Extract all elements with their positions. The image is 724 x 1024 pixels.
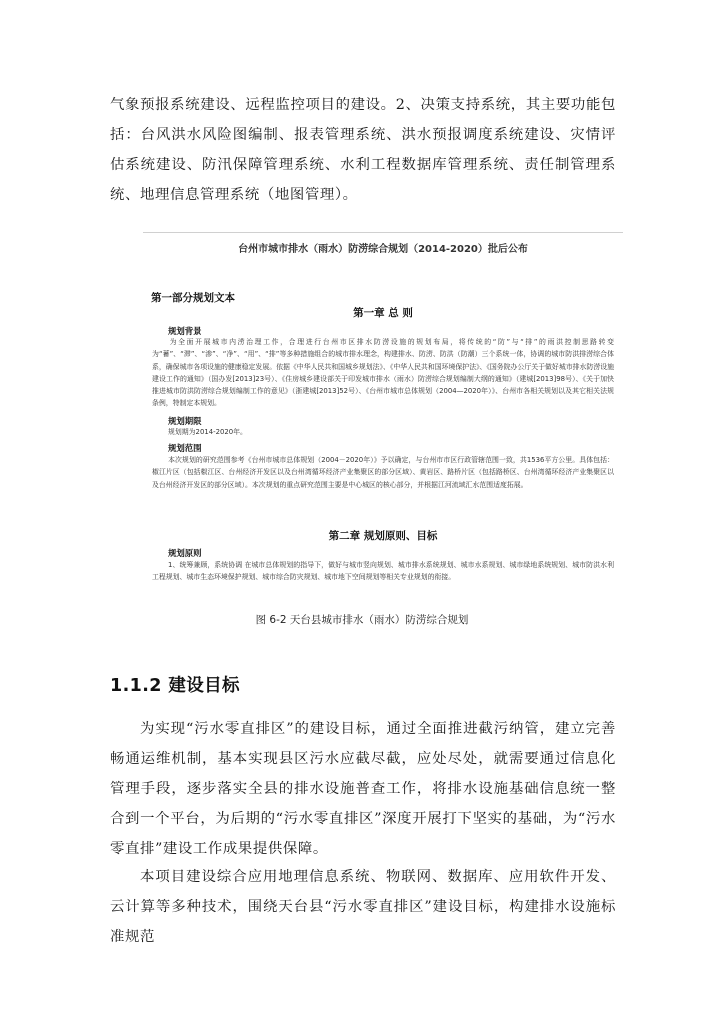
- embedded-plan-figure: [143, 232, 623, 604]
- principle-text: [152, 559, 614, 584]
- period-text: [152, 426, 614, 438]
- period-heading: 规划期限: [168, 416, 202, 426]
- paragraph-goal: 为实现“污水零直排区”的建设目标，通过全面推进截污纳管，建立完善畅通运维机制，基本实现县区污水应截尽截，应处尽处，就需要通过信息化管理手段，逐步落实全县的排水设施普查工作，将排水设施基础信息统一整合到一个平台，为后期的“污水零直排区”深度开展打下坚实的基础，为“污水零直排”建设工作成果提供保障。: [110, 721, 616, 857]
- section-number: 1.1.2: [110, 676, 162, 696]
- section-title: 建设目标: [168, 676, 240, 696]
- background-heading: 规划背景: [168, 326, 202, 336]
- paragraph-build: 本项目建设综合应用地理信息系统、物联网、数据库、应用软件开发、云计算等多种技术，围绕天台县“污水零直排区”建设目标，构建排水设施标准规范: [110, 869, 616, 945]
- principle-text-content: 1、统筹兼顾，系统协调 在城市总体规划的指导下，做好与城市竖向规划、城市排水系统规划、城市水系规划、城市绿地系统规划、城市防洪水利工程规划、城市生态环境保护规划、城市综合防灾规划、城市地下空间规划等相关专业规划的衔接。: [152, 561, 614, 582]
- period-text-content: 规划期为2014-2020年。: [168, 428, 247, 436]
- scope-text-content: 本次规划的研究范围参考《台州市城市总体规划（2004－2020年）》予以确定，与台州市市区行政管辖范围一致，共1536平方公里。具体包括：椒江片区（包括椒江区、台州经济开发区以及台州湾循环经济产业集聚区的部分区域）、黄岩区、路桥片区（包括路桥区、台州湾循环经济产业集聚区以及台州经济开发区的部分区域）。本次规划的重点研究范围主要是中心城区的核心部分，并根据江河流域汇水范围适度拓展。: [152, 456, 614, 489]
- chapter-2-heading: 第二章 规划原则、目标: [328, 530, 438, 542]
- section-heading: [110, 672, 240, 697]
- principle-heading: 规划原则: [168, 548, 202, 558]
- scope-heading: 规划范围: [168, 443, 202, 453]
- figure-top-rule: [143, 232, 623, 233]
- intro-paragraph: 气象预报系统建设、远程监控项目的建设。2、决策支持系统，其主要功能包括：台风洪水风险图编制、报表管理系统、洪水预报调度系统建设、灾情评估系统建设、防汛保障管理系统、水利工程数据库管理系统、责任制管理系统、地理信息管理系统（地图管理）。: [110, 97, 616, 203]
- figure-title: 台州市城市排水（雨水）防涝综合规划（2014-2020）批后公布: [238, 244, 528, 255]
- chapter-1-heading: 第一章 总 则: [353, 307, 413, 319]
- figure-caption: 图 6-2 天台县城市排水（雨水）防涝综合规划: [255, 614, 469, 626]
- scope-text: [152, 454, 614, 491]
- background-text-content: 为全面开展城市内涝治理工作，合理进行台州市区排水防涝设施的规划布局，将传统的“防”与“排”的雨洪控制思路转变为“蓄”、“滞”、“渗”、“净”、“用”、“排”等多种措施组合的城市排水理念，构建排水、防涝、防洪（防潮）三个系统一体，协调的城市防洪排涝综合体系，确保城市各项设施的健康稳定发展。依据《中华人民共和国城乡规划法》、《中华人民共和国环境保护法》、《国务院办公厅关于做好城市排水防涝设施建设工作的通知》（国办发[2013]23号）、《住房城乡建设部关于印发城市排水（雨水）防涝综合规划编制大纲的通知》（建城[2013]98号）、《关于加快推进城市防洪防涝综合规划编制工作的意见》（浙建城[2013]52号）、《台州市城市总体规划（2004—2020年）》、台州市各相关规划以及其它相关法规条例，特制定本规划。: [152, 338, 614, 408]
- part-heading: 第一部分规划文本: [151, 292, 235, 304]
- background-text: [152, 336, 614, 410]
